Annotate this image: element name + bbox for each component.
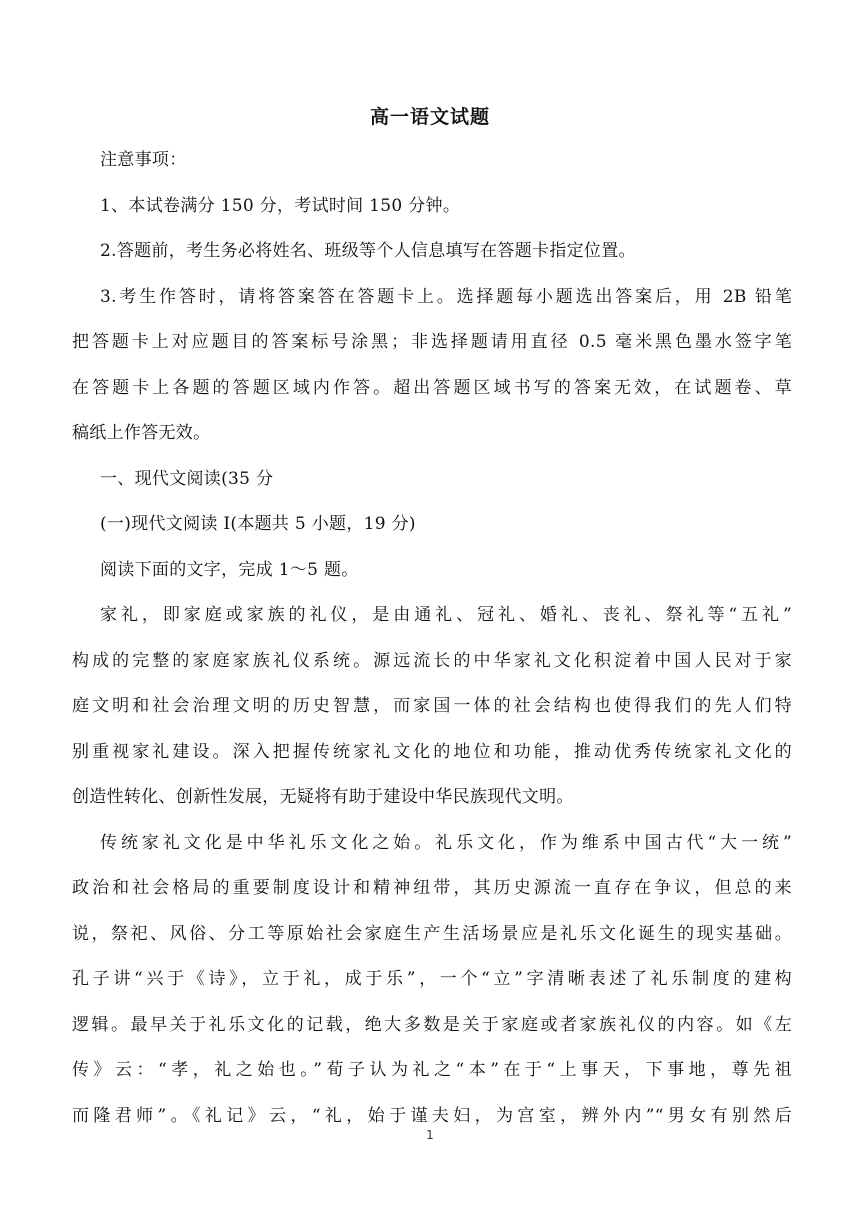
paragraph-1-line-4: 别重视家礼建设。深入把握传统家礼文化的地位和功能，推动优秀传统家礼文化的: [72, 742, 792, 762]
paragraph-2-line-2: 政治和社会格局的重要制度设计和精神纽带，其历史源流一直存在争议，但总的来: [72, 878, 792, 898]
paragraph-1-line-5: 创造性转化、创新性发展，无疑将有助于建设中华民族现代文明。: [72, 787, 574, 807]
notice-heading: 注意事项：: [100, 150, 187, 170]
section-heading: 一、现代文阅读(35 分: [100, 469, 274, 489]
paragraph-2-line-5: 逻辑。最早关于礼乐文化的记载，绝大多数是关于家庭或者家族礼仪的内容。如《左: [72, 1015, 792, 1035]
notice-item-2: 2.答题前，考生务必将姓名、班级等个人信息填写在答题卡指定位置。: [100, 241, 636, 261]
notice-item-3-line-1: 3.考生作答时，请将答案答在答题卡上。选择题每小题选出答案后，用 2B 铅笔: [100, 287, 792, 307]
paragraph-1-line-2: 构成的完整的家庭家族礼仪系统。源远流长的中华家礼文化积淀着中国人民对于家: [72, 651, 792, 671]
page-number: 1: [426, 1128, 434, 1142]
paragraph-2-line-1: 传统家礼文化是中华礼乐文化之始。礼乐文化，作为维系中国古代“大一统”: [100, 833, 792, 853]
notice-item-3-line-4: 稿纸上作答无效。: [72, 423, 211, 443]
notice-item-1: 1、本试卷满分 150 分，考试时间 150 分钟。: [100, 196, 461, 216]
paragraph-2-line-7: 而隆君师”。《礼记》云，“礼，始于谨夫妇，为宫室，辨外内”“男女有别然后: [72, 1106, 792, 1126]
subsection-heading: (一)现代文阅读 I(本题共 5 小题，19 分): [100, 514, 416, 534]
paragraph-1-line-3: 庭文明和社会治理文明的历史智慧，而家国一体的社会结构也使得我们的先人们特: [72, 696, 792, 716]
reading-instruction: 阅读下面的文字，完成 1～5 题。: [100, 560, 359, 580]
paragraph-1-line-1: 家礼，即家庭或家族的礼仪，是由通礼、冠礼、婚礼、丧礼、祭礼等“五礼”: [100, 605, 792, 625]
paragraph-2-line-3: 说，祭祀、风俗、分工等原始社会家庭生产生活场景应是礼乐文化诞生的现实基础。: [72, 924, 792, 944]
page-title: 高一语文试题: [369, 106, 490, 128]
paragraph-2-line-6: 传》云：“孝，礼之始也。”荀子认为礼之“本”在于“上事天，下事地，尊先祖: [72, 1060, 792, 1080]
paragraph-2-line-4: 孔子讲“兴于《诗》，立于礼，成于乐”，一个“立”字清晰表述了礼乐制度的建构: [72, 969, 792, 989]
notice-item-3-line-2: 把答题卡上对应题目的答案标号涂黑；非选择题请用直径 0.5 毫米黑色墨水签字笔: [72, 332, 792, 352]
notice-item-3-line-3: 在答题卡上各题的答题区域内作答。超出答题区域书写的答案无效，在试题卷、草: [72, 378, 792, 398]
